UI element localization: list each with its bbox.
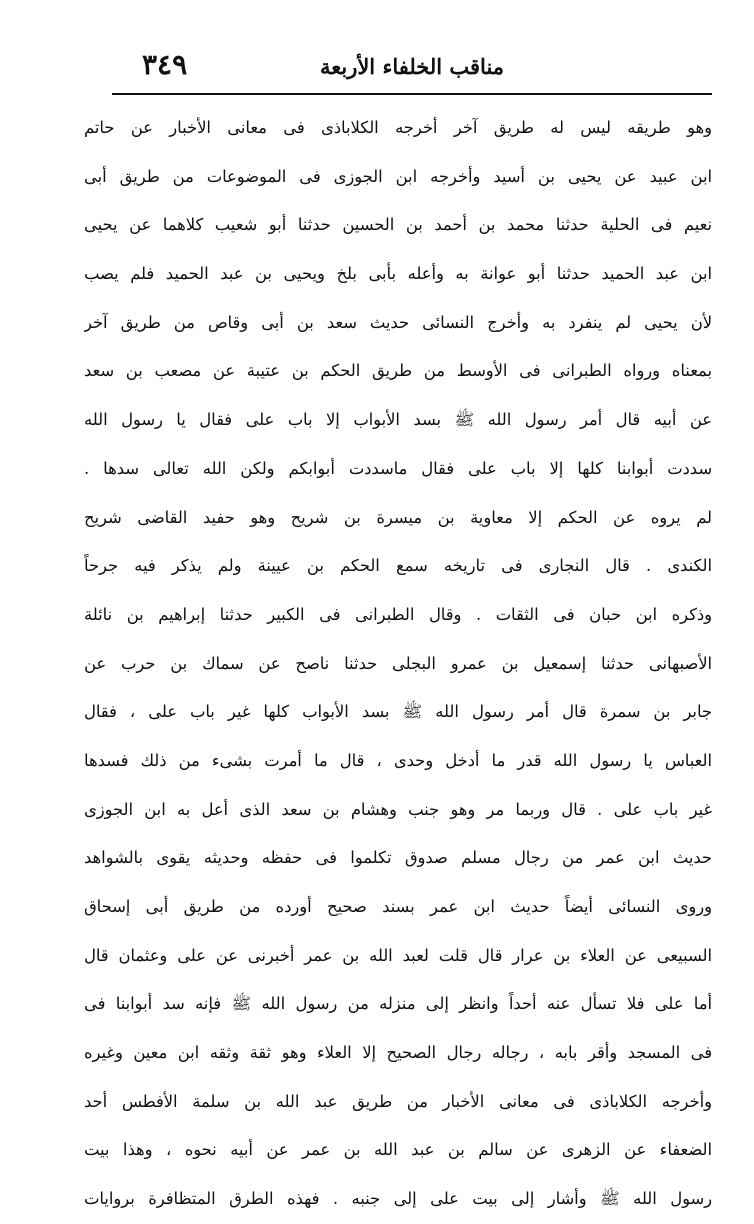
text-line: العباس يا رسول الله قدر ما أدخل وحدى ، قال ما أمرت بشىء من ذلك فسدها bbox=[84, 750, 712, 770]
text-line: وأخرجه الكلاباذى فى معانى الأخبار من طريق عبد الله بن سلمة الأفطس أحد bbox=[84, 1091, 712, 1111]
text-line: سددت أبوابنا كلها إلا باب على فقال ماسددت أبوابكم ولكن الله تعالى سدها . bbox=[84, 458, 712, 478]
text-line: الضعفاء عن الزهرى عن سالم بن عبد الله بن عمر عن أبيه نحوه ، وهذا بيت bbox=[84, 1140, 712, 1160]
running-title: مناقب الخلفاء الأربعة bbox=[319, 54, 505, 79]
text-line: الأصبهانى حدثنا إسمعيل بن عمرو البجلى حدثنا ناصح عن سماك بن حرب عن bbox=[84, 653, 712, 673]
page-header bbox=[112, 48, 712, 88]
text-line: وهو طريقه ليس له طريق آخر أخرجه الكلاباذى فى معانى الأخبار عن حاتم bbox=[84, 118, 712, 137]
text-line: رسول الله ﷺ وأشار إلى بيت على إلى جنبه . فهذه الطرق المتظافرة بروايات bbox=[84, 1189, 712, 1209]
text-line: حديث ابن عمر من رجال مسلم صدوق تكلموا فى حفظه وحديثه يقوى بالشواهد bbox=[84, 848, 712, 868]
text-line: وروى النسائى أيضاً حديث ابن عمر بسند صحيح أورده من طريق أبى إسحاق bbox=[84, 897, 712, 916]
text-line: ابن عبيد عن يحيى بن أسيد وأخرجه ابن الجوزى فى الموضوعات من طريق أبى bbox=[84, 166, 712, 186]
text-line: بمعناه ورواه الطبرانى فى الأوسط من طريق الحكم بن عتيبة عن مصعب بن سعد bbox=[84, 361, 712, 381]
text-line: الكندى . قال النجارى فى تاريخه سمع الحكم بن عيينة ولم يذكر فيه جرحاً bbox=[84, 556, 712, 576]
text-line: جابر بن سمرة قال أمر رسول الله ﷺ بسد الأبواب كلها غير باب على ، فقال bbox=[84, 702, 712, 722]
text-line: فى المسجد وأقر بابه ، رجاله رجال الصحيح إلا العلاء وهو ثقة وثقه ابن معين وغيره bbox=[84, 1043, 712, 1063]
text-line: لأن يحيى لم ينفرد به وأخرج النسائى حديث سعد بن أبى وقاص من طريق آخر bbox=[84, 312, 712, 332]
text-line: عن أبيه قال أمر رسول الله ﷺ بسد الأبواب إلا باب على فقال يا رسول الله bbox=[84, 410, 712, 430]
text-line: غير باب على . قال وربما مر وهو جنب وهشام بن سعد الذى أعل به ابن الجوزى bbox=[84, 799, 712, 819]
text-line: أما على فلا تسأل عنه أحداً وانظر إلى منزله من رسول الله ﷺ فإنه سد أبوابنا فى bbox=[84, 994, 712, 1014]
header-rule bbox=[112, 93, 712, 95]
text-line: السبيعى عن العلاء بن عرار قال قلت لعبد الله بن عمر أخبرنى عن على وعثمان قال bbox=[84, 945, 712, 965]
page-number: ٣٤٩ bbox=[142, 48, 188, 81]
text-line: وذكره ابن حبان فى الثقات . وقال الطبرانى فى الكبير حدثنا إبراهيم بن نائلة bbox=[84, 604, 712, 624]
text-line: ابن عبد الحميد حدثنا أبو عوانة به وأعله بأبى بلخ ويحيى بن عبد الحميد فلم يصب bbox=[84, 264, 712, 284]
text-line: لم يروه عن الحكم إلا معاوية بن ميسرة بن شريح وهو حفيد القاضى شريح bbox=[84, 507, 712, 527]
text-line: نعيم فى الحلية حدثنا محمد بن أحمد بن الحسين حدثنا أبو شعيب كلاهما عن يحيى bbox=[84, 215, 712, 235]
body-text bbox=[84, 104, 712, 1224]
